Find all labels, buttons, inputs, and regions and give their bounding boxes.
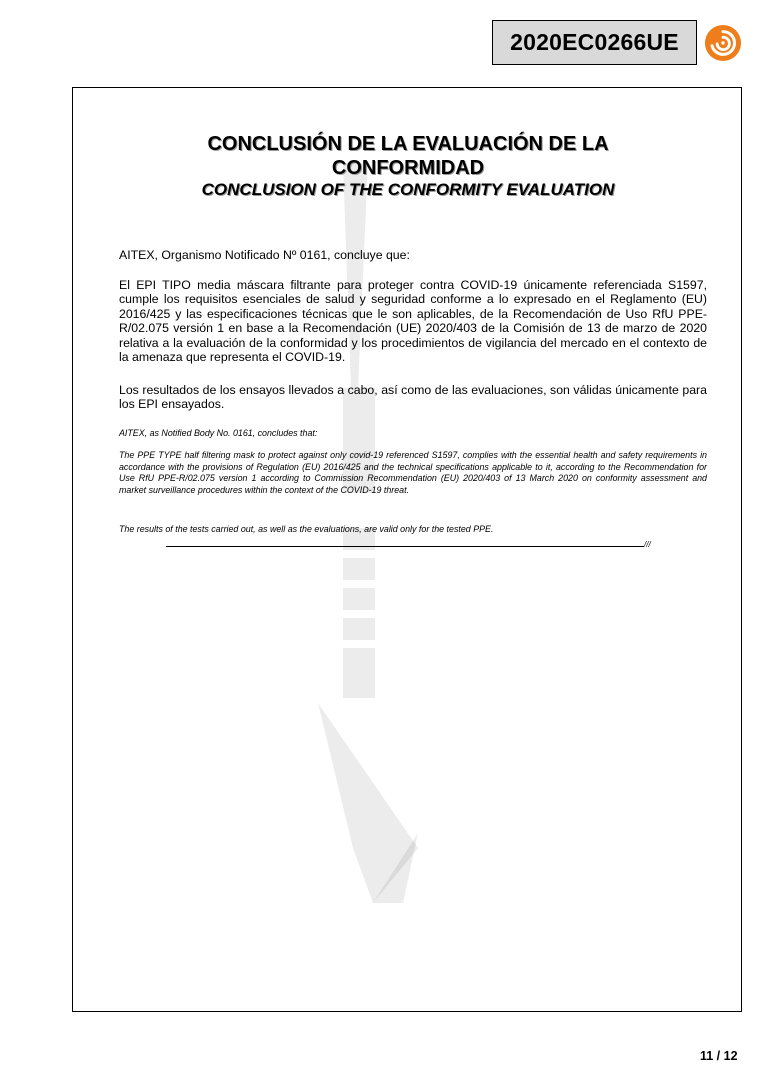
aitex-spiral-logo-icon (704, 24, 742, 62)
title-english: CONCLUSION OF THE CONFORMITY EVALUATION (201, 180, 615, 199)
intro-spanish: AITEX, Organismo Notificado Nº 0161, concluye que: (119, 248, 410, 262)
document-frame (72, 87, 742, 1012)
title-spanish-line-2: CONFORMIDAD (331, 157, 485, 179)
certificate-reference-box (492, 20, 697, 65)
intro-english: AITEX, as Notified Body No. 0161, concludes that: (119, 428, 318, 438)
closing-rule (166, 546, 644, 547)
results-english: The results of the tests carried out, as well as the evaluations, are valid only for the tested PPE. (119, 524, 494, 534)
page-number: 11 / 12 (700, 1049, 738, 1063)
title-spanish (73, 132, 743, 180)
certificate-reference: 2020EC0266UE (510, 29, 679, 55)
closing-rule-mark: /// (644, 540, 651, 549)
conclusion-spanish: El EPI TIPO media máscara filtrante para proteger contra COVID-19 únicamente referenciada S1597, cumple los requisitos esenciales de salud y seguridad conforme a lo expresado en el Reglamento (EU) 2016/425 y las especificaciones técnicas que le son aplicables, de la Recomendación de Uso RfU PPE-R/02.075 versión 1 en base a la Recomendación (UE) 2020/403 de la Comisión de 13 de marzo de 2020 relativa a la evaluación de la conformidad y los procedimientos de vigilancia del mercado en el contexto de la amenaza que representa el COVID-19. (119, 278, 707, 365)
results-spanish: Los resultados de los ensayos llevados a cabo, así como de las evaluaciones, son válidas únicamente para los EPI ensayados. (119, 383, 707, 412)
conclusion-english: The PPE TYPE half filtering mask to protect against only covid-19 referenced S1597, complies with the essential health and safety requirements in accordance with the provisions of Regulation (EU) 2016/425 and the technical specifications applicable to it, according to the Recommendation for Use RfU PPE-R/02.075 version 1 according to Commission Recommendation (EU) 2020/403 of 13 March 2020 on conformity assessment and market surveillance procedures within the context of the COVID-19 threat. (119, 450, 707, 495)
aitex-watermark-icon (73, 88, 743, 1013)
title-spanish-line-1: CONCLUSIÓN DE LA EVALUACIÓN DE LA (207, 133, 609, 155)
